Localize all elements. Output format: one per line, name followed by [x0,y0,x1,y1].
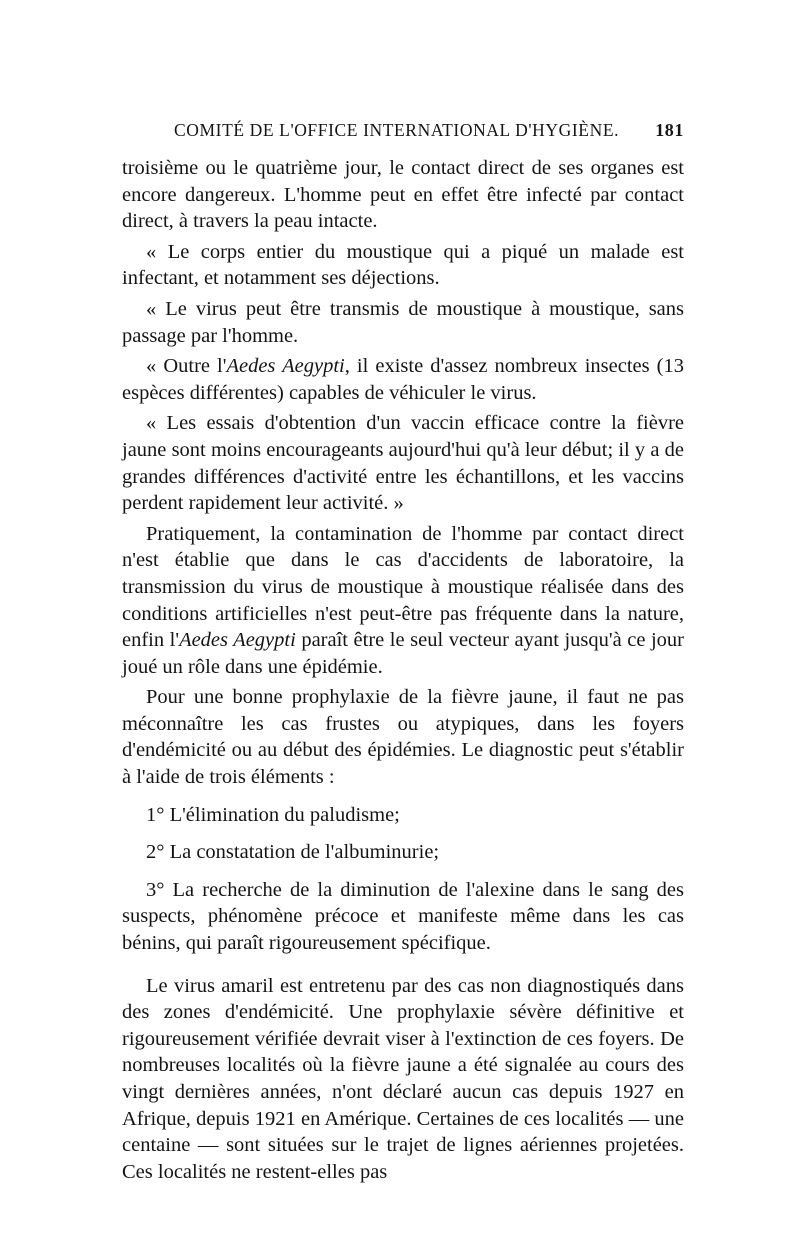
running-title: COMITÉ DE L'OFFICE INTERNATIONAL D'HYGIÈNE. [174,120,620,140]
paragraph-8 [122,973,684,1186]
paragraph-text: « Les essais d'obtention d'un vaccin efficace contre la fièvre jaune sont moins encourageants aujourd'hui qu'à leur début; il y a de grandes différences d'activité entre les échantillons, et les vaccins perdent rapidement leur activité. » [122,412,684,515]
list-item-text: 3° La recherche de la diminution de l'alexine dans le sang des suspects, phénomène précoce et manifeste même dans les cas bénins, qui paraît rigoureusement spécifique. [122,878,684,955]
paragraph-text: paraît être le seul vecteur ayant jusqu'à ce jour joué un rôle dans une épidémie. [122,629,684,678]
paragraph-3 [122,296,684,349]
paragraph-2 [122,239,684,292]
paragraph-text: Pratiquement, la contamination de l'homme par contact direct n'est établie que dans le cas d'accidents de laboratoire, la transmission du virus de moustique à moustique réalisée dans des conditions artificielles n'est peut-être pas fréquente dans la nature, enfin l' [122,522,684,652]
species-name: Aedes Aegypti [226,355,345,378]
paragraph-text: « Le virus peut être transmis de moustique à moustique, sans passage par l'homme. [122,297,684,347]
paragraph-6 [122,521,684,681]
list-item-text: 2° La constatation de l'albuminurie; [146,841,440,864]
paragraph-1 [122,155,684,235]
paragraph-text: Le virus amaril est entretenu par des cas non diagnostiqués dans des zones d'endémicité. Une prophylaxie sévère définitive et rigoureusement vérifiée devrait viser à l'extinction de ces foyers. De nombreuses localités où la fièvre jaune a été signalée au cours des vingt dernières années, n'ont déclaré aucun cas depuis 1927 en Afrique, depuis 1921 en Amérique. Certaines de ces localités — une centaine — sont situées sur le trajet de lignes aériennes projetées. Ces localités ne restent-elles pas [122,974,684,1183]
page-number: 181 [655,120,684,140]
paragraph-7 [122,684,684,790]
paragraph-text: « Le corps entier du moustique qui a piqué un malade est infectant, et notamment ses déjections. [122,240,684,290]
paragraph-text: , il existe d'assez nombreux insectes (13 espèces différentes) capables de véhiculer le virus. [122,355,684,404]
paragraph-5 [122,410,684,516]
body-text [122,155,684,1185]
species-name: Aedes Aegypti [179,629,296,652]
list-item-1 [122,802,684,829]
list-item-3 [122,877,684,957]
paragraph-text: Pour une bonne prophylaxie de la fièvre jaune, il faut ne pas méconnaître les cas frustes ou atypiques, dans les foyers d'endémicité ou au début des épidémies. Le diagnostic peut s'établir à l'aide de trois éléments : [122,686,684,789]
paragraph-4 [122,353,684,406]
paragraph-text: troisième ou le quatrième jour, le contact direct de ses organes est encore dangereux. L'homme peut en effet être infecté par contact direct, à travers la peau intacte. [122,157,684,233]
list-item-text: 1° L'élimination du paludisme; [146,803,400,826]
list-item-2 [122,839,684,866]
paragraph-text: « Outre l' [146,355,227,378]
running-head [122,120,684,144]
